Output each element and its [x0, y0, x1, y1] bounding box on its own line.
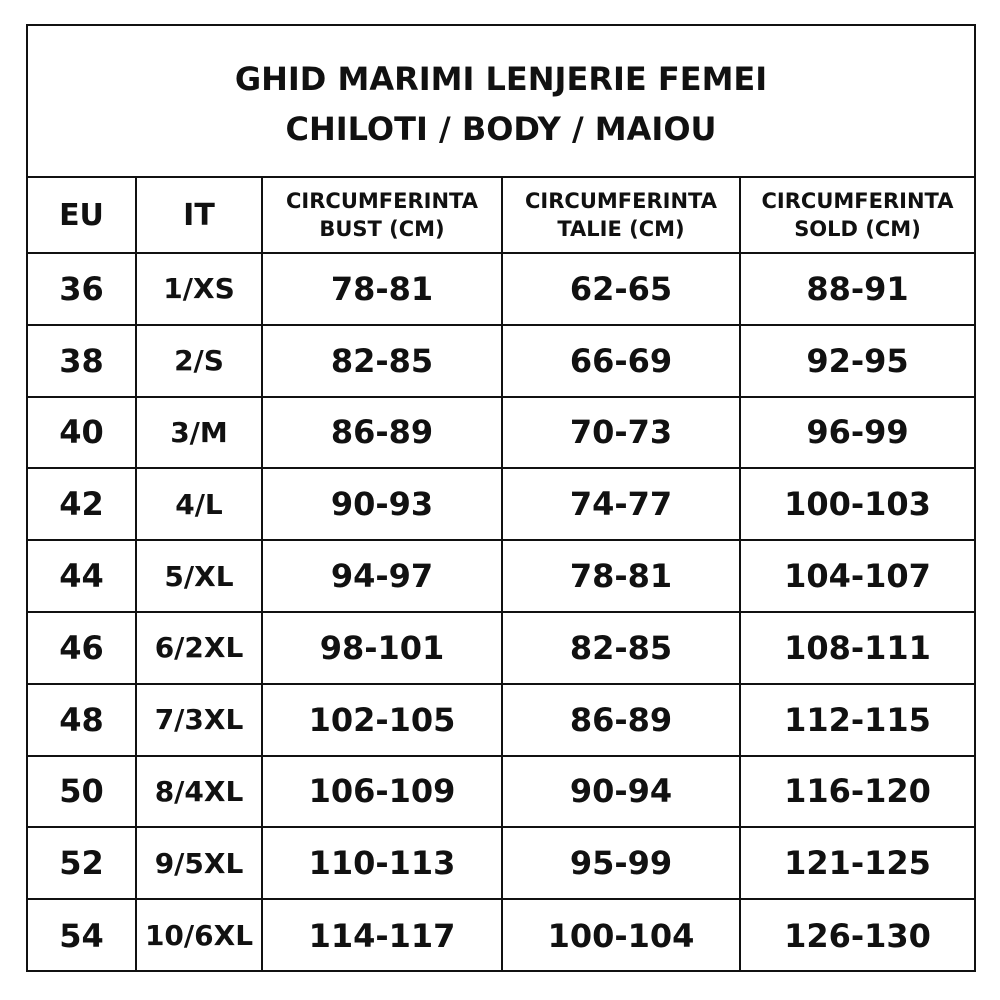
header-talie-line1: CIRCUMFERINTA: [525, 189, 717, 213]
header-sold-line1: CIRCUMFERINTA: [761, 189, 954, 213]
table-row: [28, 612, 974, 684]
table-row: [28, 756, 974, 828]
cell-bust: 94-97: [262, 540, 502, 612]
cell-eu: 52: [28, 827, 136, 899]
header-talie: [502, 178, 740, 253]
cell-eu: 38: [28, 325, 136, 397]
cell-it: 1/XS: [136, 253, 262, 325]
cell-talie: 90-94: [502, 756, 740, 828]
cell-talie: 70-73: [502, 397, 740, 469]
header-bust-line2: BUST (CM): [319, 217, 445, 241]
cell-talie: 95-99: [502, 827, 740, 899]
cell-sold: 96-99: [740, 397, 974, 469]
cell-it: 3/M: [136, 397, 262, 469]
cell-bust: 106-109: [262, 756, 502, 828]
header-row: [28, 178, 974, 253]
cell-bust: 102-105: [262, 684, 502, 756]
cell-eu: 48: [28, 684, 136, 756]
table-row: [28, 397, 974, 469]
header-it: IT: [136, 178, 262, 253]
cell-talie: 78-81: [502, 540, 740, 612]
cell-eu: 44: [28, 540, 136, 612]
cell-bust: 86-89: [262, 397, 502, 469]
cell-eu: 36: [28, 253, 136, 325]
cell-it: 8/4XL: [136, 756, 262, 828]
header-bust-line1: CIRCUMFERINTA: [286, 189, 478, 213]
cell-bust: 98-101: [262, 612, 502, 684]
cell-sold: 104-107: [740, 540, 974, 612]
cell-sold: 92-95: [740, 325, 974, 397]
title-block: [28, 26, 974, 178]
cell-talie: 74-77: [502, 468, 740, 540]
cell-bust: 90-93: [262, 468, 502, 540]
header-eu: EU: [28, 178, 136, 253]
cell-eu: 54: [28, 899, 136, 971]
table-row: [28, 325, 974, 397]
header-sold: [740, 178, 974, 253]
cell-eu: 40: [28, 397, 136, 469]
cell-sold: 108-111: [740, 612, 974, 684]
table-row: [28, 540, 974, 612]
table-row: [28, 684, 974, 756]
table-row: [28, 253, 974, 325]
table-row: [28, 468, 974, 540]
cell-eu: 50: [28, 756, 136, 828]
cell-bust: 114-117: [262, 899, 502, 971]
cell-bust: 82-85: [262, 325, 502, 397]
title-main: GHID MARIMI LENJERIE FEMEI: [234, 60, 768, 98]
cell-sold: 126-130: [740, 899, 974, 971]
cell-talie: 86-89: [502, 684, 740, 756]
cell-talie: 100-104: [502, 899, 740, 971]
cell-it: 6/2XL: [136, 612, 262, 684]
cell-it: 2/S: [136, 325, 262, 397]
cell-eu: 42: [28, 468, 136, 540]
cell-it: 4/L: [136, 468, 262, 540]
table-row: [28, 827, 974, 899]
cell-talie: 66-69: [502, 325, 740, 397]
header-sold-line2: SOLD (CM): [794, 217, 921, 241]
cell-it: 5/XL: [136, 540, 262, 612]
cell-it: 10/6XL: [136, 899, 262, 971]
header-bust: [262, 178, 502, 253]
size-guide-frame: [26, 24, 976, 972]
cell-it: 9/5XL: [136, 827, 262, 899]
cell-talie: 82-85: [502, 612, 740, 684]
title-subtitle: CHILOTI / BODY / MAIOU: [285, 110, 717, 148]
cell-talie: 62-65: [502, 253, 740, 325]
cell-sold: 116-120: [740, 756, 974, 828]
cell-it: 7/3XL: [136, 684, 262, 756]
header-talie-line2: TALIE (CM): [557, 217, 685, 241]
cell-bust: 110-113: [262, 827, 502, 899]
cell-sold: 112-115: [740, 684, 974, 756]
cell-sold: 88-91: [740, 253, 974, 325]
cell-sold: 100-103: [740, 468, 974, 540]
cell-sold: 121-125: [740, 827, 974, 899]
cell-eu: 46: [28, 612, 136, 684]
cell-bust: 78-81: [262, 253, 502, 325]
table-row: [28, 899, 974, 971]
size-table: [28, 178, 974, 971]
